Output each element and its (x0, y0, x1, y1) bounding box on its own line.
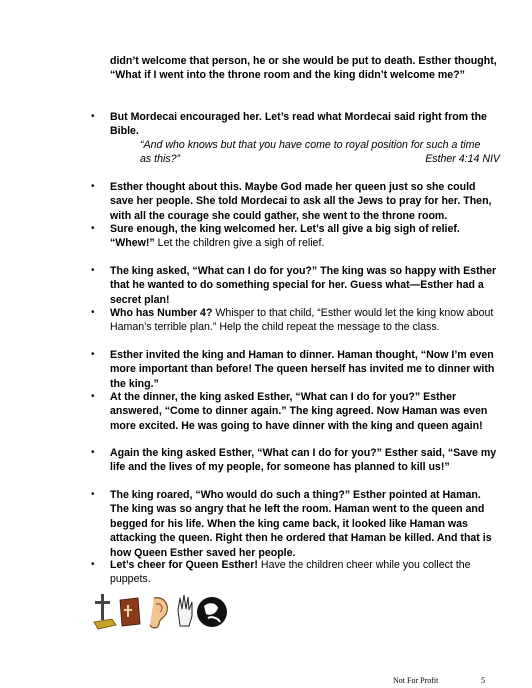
paragraph-10 (91, 558, 500, 587)
paragraph-text: Who has Number 4? (110, 307, 213, 319)
quote-line: as this?” (140, 153, 181, 165)
paragraph-text: Esther invited the king and Haman to dinner. Haman thought, “Now I’m even more important than before! The queen herself has invited me to dinner with the king.” (110, 349, 495, 390)
bullet: • (91, 307, 95, 318)
page-number: 5 (481, 676, 485, 685)
footer-label: Not For Profit (393, 676, 439, 685)
paragraph-4 (91, 264, 500, 307)
bible-icon (120, 598, 140, 626)
bullet: • (91, 181, 95, 192)
paragraph-7 (91, 390, 500, 433)
ear-icon (150, 598, 167, 628)
quote-line: “And who knows but that you have come to royal position for such a time (140, 139, 481, 151)
bullet: • (91, 349, 95, 360)
bullet: • (91, 489, 95, 500)
paragraph-instruction: Whisper to that child, “Esther would let the king know about Haman’s terrible plan.” Help the child repeat the message to the class. (110, 307, 494, 334)
paragraph-6 (91, 348, 500, 391)
paragraph-instruction: Let the children give a sigh of relief. (154, 237, 325, 250)
paragraph-text: didn’t welcome that person, he or she would be put to death. Esther thought, “What if I went into the throne room and the king didn’t welcome me?” (110, 55, 497, 82)
paragraph-8 (91, 446, 500, 475)
praying-person-icon (197, 597, 227, 627)
bullet: • (91, 559, 95, 570)
hand-icon (178, 595, 192, 626)
scripture-reference: Esther 4:14 NIV (425, 153, 500, 165)
paragraph-3 (91, 222, 500, 251)
paragraph-text: The king asked, “What can I do for you?” The king was so happy with Esther that he wanted to do something special for her. Guess what—Esther had a secret plan! (110, 265, 497, 306)
paragraph-text: At the dinner, the king asked Esther, “What can I do for you?” Esther answered, “Come to dinner again.” The king agreed. Now Haman was even more excited. He was going to have dinner with the king and queen again! (110, 391, 488, 432)
bullet: • (91, 111, 95, 122)
bullet: • (91, 265, 95, 276)
paragraph-1 (91, 110, 500, 139)
bullet: • (91, 391, 95, 402)
bullet: • (91, 447, 95, 458)
paragraph-text: The king roared, “Who would do such a thing?” Esther pointed at Haman. The king was so angry that he left the room. Haman went to the queen and begged for his life. When the king came back, it looked like Haman was attacking the queen. Right then he ordered that Haman be killed. And that is how Queen Esther saved her people. (110, 489, 492, 559)
paragraph-9 (91, 488, 500, 560)
paragraph-text: Esther thought about this. Maybe God made her queen just so she could save her people. She told Mordecai to ask all the Jews to pray for her. Then, with all the courage she could gather, she went to the throne room. (110, 181, 492, 222)
bullet: • (91, 223, 95, 234)
paragraph-0 (110, 54, 500, 83)
paragraph-text: Sure enough, the king welcomed her. Let’s all give a big sigh of relief. “Whew!” (110, 223, 460, 250)
icon-row (92, 592, 232, 632)
scripture-quote (140, 138, 500, 166)
paragraph-text: Again the king asked Esther, “What can I do for you?” Esther said, “Save my life and the lives of my people, for someone has planned to kill us!” (110, 447, 497, 474)
paragraph-text: But Mordecai encouraged her. Let’s read what Mordecai said right from the Bible. (110, 111, 487, 138)
paragraph-5 (91, 306, 500, 335)
paragraph-text: Let’s cheer for Queen Esther! (110, 559, 258, 571)
paragraph-2 (91, 180, 500, 223)
paragraph-instruction: Have the children cheer while you collect the puppets. (110, 559, 471, 586)
cross-icon (94, 594, 116, 629)
